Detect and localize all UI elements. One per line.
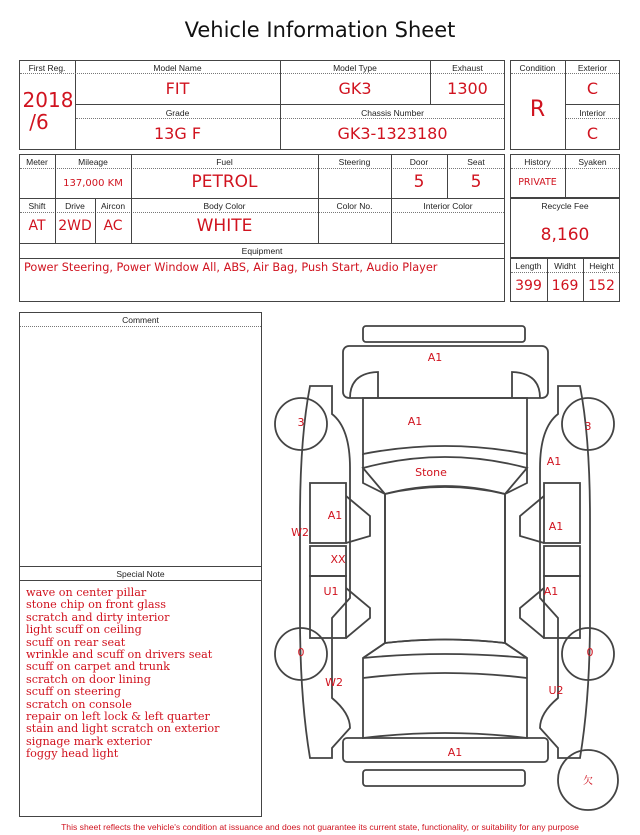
special-note-item: light scuff on ceiling [26,623,142,637]
color-no-label: Color No. [336,201,373,211]
mark-left-rear-door: U1 [323,585,339,598]
mark-spare-tire: 欠 [583,776,593,787]
front-left-headlight [350,372,378,398]
equipment-value: Power Steering, Power Window All, ABS, Air Bag, Push Start, Audio Player [24,261,438,274]
width-label: Widht [554,261,576,271]
mileage-value: 137,000 KM [63,178,123,189]
grade-value: 13G F [153,124,202,143]
model-type-value: GK3 [338,79,372,98]
body-color-label: Body Color [203,201,246,211]
mark-right-front-fender: A1 [546,455,562,468]
mark-hood: A1 [407,415,423,428]
exterior-value: C [586,79,599,98]
height-label: Height [589,261,614,271]
drive-label: Drive [65,201,85,211]
seat-label: Seat [467,157,485,167]
mark-right-rear-door: A1 [543,585,559,598]
special-note-list [26,587,220,761]
length-label: Length [515,261,542,271]
body-color-value: WHITE [196,216,253,236]
mark-tire-front-left: 3 [297,416,305,429]
mark-right-front-door: A1 [548,520,564,533]
model-type-label: Model Type [333,63,377,73]
roof-part [385,487,505,643]
special-note-item: stain and light scratch on exterior [26,722,220,736]
car-damage-diagram [270,318,620,818]
special-note-item: scratch on door lining [26,672,151,686]
page-title: Vehicle Information Sheet [184,18,456,42]
meter-label: Meter [26,157,48,167]
equipment-label: Equipment [241,246,283,256]
mark-tire-rear-right: 0 [586,646,594,659]
shift-label: Shift [28,201,46,211]
mark-tire-front-right: 3 [584,420,592,433]
aircon-value: AC [103,218,123,234]
front-right-headlight [512,372,540,398]
model-name-value: FIT [165,79,190,98]
special-note-item: scratch on console [26,697,132,711]
height-value: 152 [588,278,615,294]
mark-left-pillar: XX [330,553,346,566]
first-reg-month: /6 [29,110,49,134]
steering-label: Steering [338,157,371,167]
body-outline [363,454,527,738]
mark-front-bumper: A1 [427,351,443,364]
width-value: 169 [551,278,579,294]
special-note-label: Special Note [116,569,165,579]
history-value: PRIVATE [518,177,557,188]
disclaimer-footer: This sheet reflects the vehicle's condition at issuance and does not guarantee its current state, functionality, or suitability for any purpose [61,822,579,832]
rear-window-part [363,640,527,659]
mark-left-rear-w2: W2 [325,676,343,689]
grade-label: Grade [165,108,190,118]
drive-value: 2WD [58,218,92,234]
seat-value: 5 [470,172,482,192]
mark-left-side-w2: W2 [291,526,309,539]
history-label: History [524,157,551,167]
right-front-door-part [544,483,580,543]
exterior-label: Exterior [577,63,608,73]
special-note-item: wrinkle and scuff on drivers seat [26,648,213,662]
model-name-label: Model Name [153,63,202,73]
fuel-label: Fuel [216,157,233,167]
trunk-part [363,673,527,678]
right-pillar-part [544,546,580,576]
rear-lower-bumper-part [363,770,525,786]
special-note-item: signage mark exterior [26,734,152,748]
exhaust-label: Exhaust [452,63,483,73]
mark-left-front-door: A1 [327,509,343,522]
mark-right-rear-quarter: U2 [548,684,564,697]
left-side-body [297,386,350,758]
first-reg-year: 2018 [22,88,74,112]
mark-tire-rear-left: 0 [297,646,305,659]
interior-label: Interior [579,108,606,118]
interior-value: C [586,124,599,143]
syaken-label: Syaken [578,157,607,167]
fuel-value: PETROL [191,172,258,192]
special-note-item: scuff on rear seat [26,635,126,649]
chassis-number-value: GK3-1323180 [337,124,448,143]
door-value: 5 [413,172,425,192]
door-label: Door [409,157,429,167]
special-note-item: scratch and dirty interior [26,610,170,624]
special-note-item: scuff on steering [26,685,121,699]
exhaust-value: 1300 [447,79,488,98]
first-reg-label: First Reg. [28,63,66,73]
mileage-label: Mileage [78,157,108,167]
recycle-fee-label: Recycle Fee [541,201,589,211]
shift-value: AT [28,218,46,234]
mark-windshield: Stone [415,466,447,479]
condition-label: Condition [519,63,556,73]
aircon-label: Aircon [100,201,126,211]
hood-part [363,398,527,454]
special-note-item: scuff on carpet and trunk [26,660,170,674]
mark-rear-bumper: A1 [447,746,463,759]
recycle-fee-value: 8,160 [540,225,590,245]
special-note-item: foggy head light [26,747,119,761]
special-note-item: stone chip on front glass [26,598,166,612]
rear-bumper-part [343,738,548,762]
length-value: 399 [515,278,542,294]
special-note-item: wave on center pillar [26,586,147,599]
comment-label: Comment [122,315,159,325]
front-bumper-part [363,326,525,342]
interior-color-label: Interior Color [423,201,473,211]
condition-value: R [529,97,546,122]
chassis-number-label: Chassis Number [361,108,424,118]
right-side-body [540,386,590,758]
special-note-item: repair on left lock & left quarter [26,710,210,724]
